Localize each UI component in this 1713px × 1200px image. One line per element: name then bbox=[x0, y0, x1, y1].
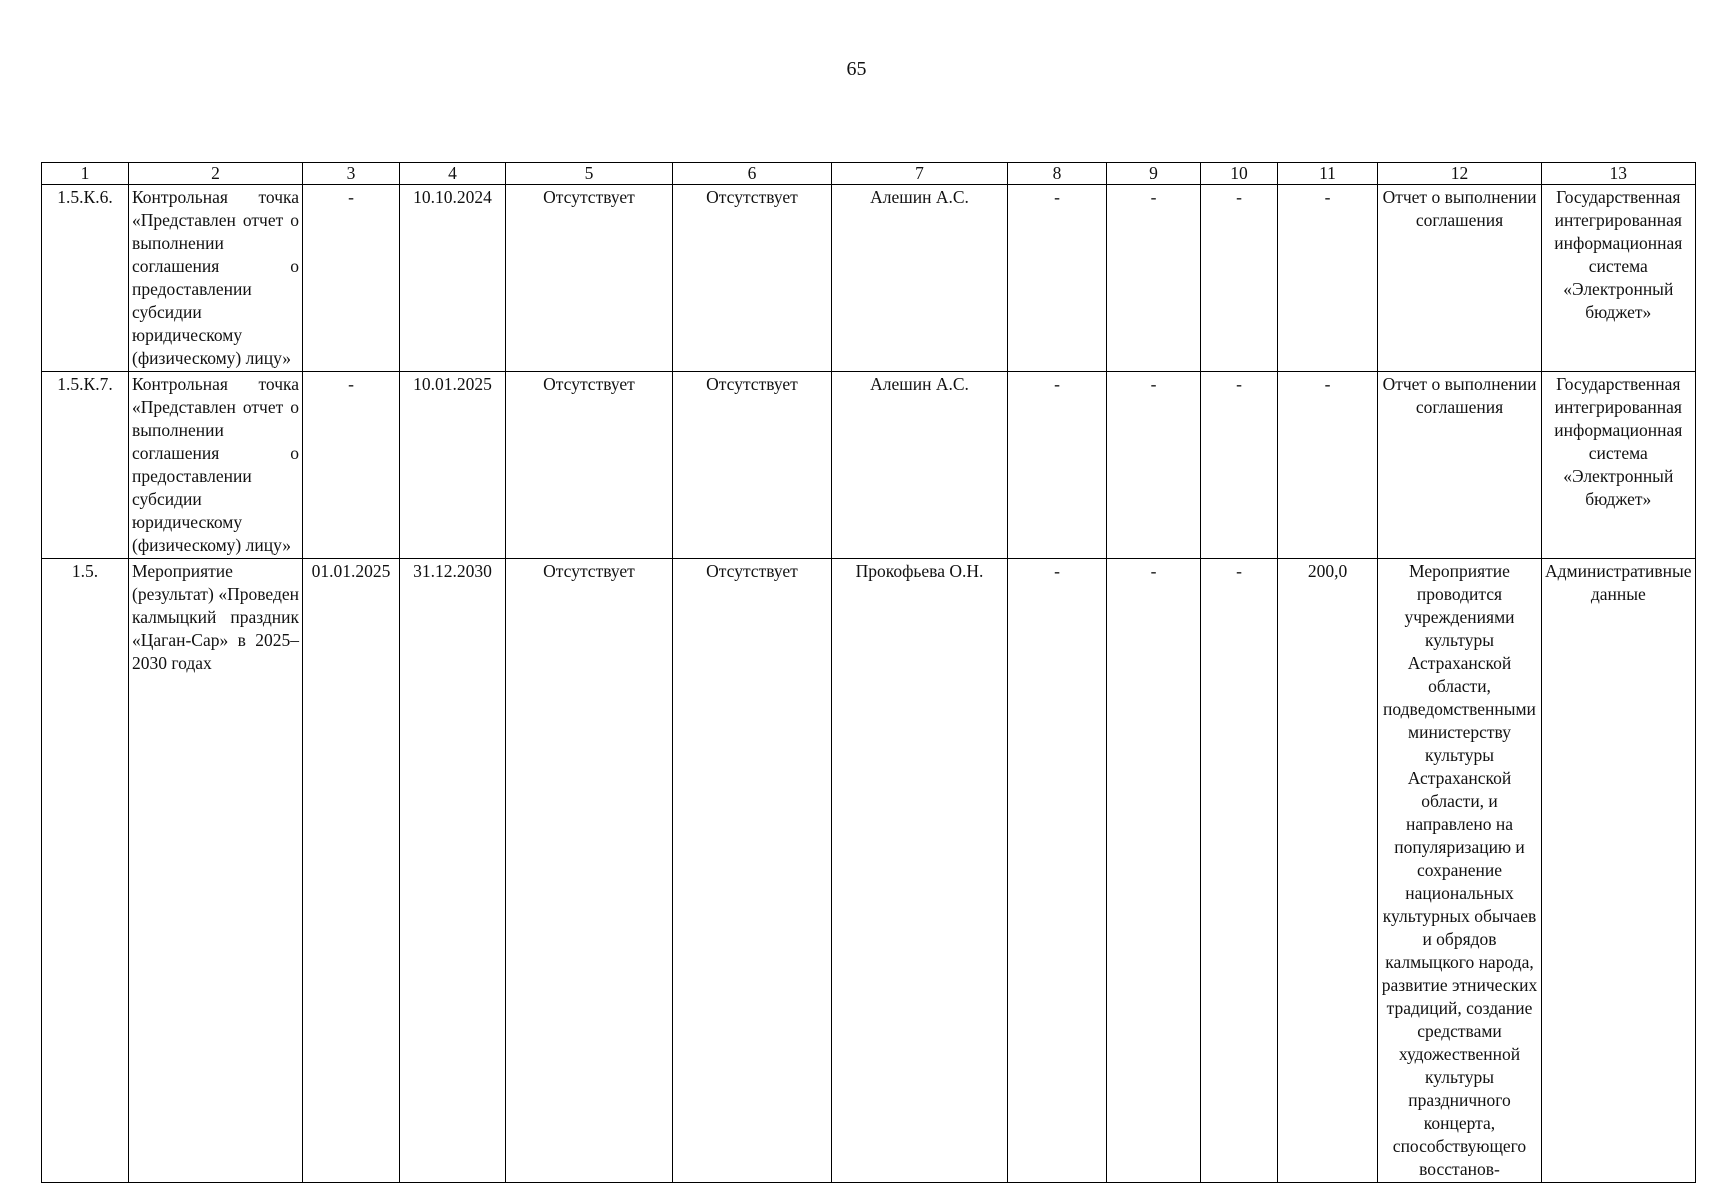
table-row bbox=[42, 559, 1696, 1183]
cell-col5: Отсутствует bbox=[506, 185, 673, 372]
cell-col8: - bbox=[1008, 185, 1107, 372]
cell-start-date: 01.01.2025 bbox=[303, 559, 400, 1183]
cell-source: Государственная интегрированная информационная система «Электронный бюджет» bbox=[1542, 185, 1696, 372]
cell-description: Мероприятие проводится учреждениями культуры Астраханской области, подведомственными министерству культуры Астраханской области, и направлено на популяризацию и сохранение национальных культурных обычаев и обрядов калмыцкого народа, развитие этнических традиций, создание средствами художественной культуры праздничного концерта, способствующего восстанов- bbox=[1378, 559, 1542, 1183]
cell-responsible: Прокофьева О.Н. bbox=[832, 559, 1008, 1183]
row-number: 1.5.К.6. bbox=[42, 185, 129, 372]
column-header: 5 bbox=[506, 163, 673, 185]
column-header: 12 bbox=[1378, 163, 1542, 185]
cell-end-date: 31.12.2030 bbox=[400, 559, 506, 1183]
cell-col8: - bbox=[1008, 372, 1107, 559]
cell-source: Административные данные bbox=[1542, 559, 1696, 1183]
activities-table bbox=[41, 162, 1696, 1183]
column-header: 1 bbox=[42, 163, 129, 185]
column-header: 8 bbox=[1008, 163, 1107, 185]
row-title: Контрольная точка «Представлен отчет о выполнении соглашения о предоставлении субсидии юридическому (физическому) лицу» bbox=[129, 372, 303, 559]
cell-col10: - bbox=[1201, 559, 1278, 1183]
row-title: Контрольная точка «Представлен отчет о выполнении соглашения о предоставлении субсидии юридическому (физическому) лицу» bbox=[129, 185, 303, 372]
cell-responsible: Алешин А.С. bbox=[832, 372, 1008, 559]
row-number: 1.5. bbox=[42, 559, 129, 1183]
cell-col8: - bbox=[1008, 559, 1107, 1183]
cell-col9: - bbox=[1107, 559, 1201, 1183]
column-header: 10 bbox=[1201, 163, 1278, 185]
cell-end-date: 10.10.2024 bbox=[400, 185, 506, 372]
cell-col5: Отсутствует bbox=[506, 559, 673, 1183]
cell-col6: Отсутствует bbox=[673, 372, 832, 559]
column-header: 13 bbox=[1542, 163, 1696, 185]
column-header: 6 bbox=[673, 163, 832, 185]
cell-col10: - bbox=[1201, 372, 1278, 559]
row-title: Мероприятие (результат) «Проведен калмыцкий праздник «Цаган-Сар» в 2025–2030 годах bbox=[129, 559, 303, 1183]
cell-col5: Отсутствует bbox=[506, 372, 673, 559]
column-header: 4 bbox=[400, 163, 506, 185]
cell-col9: - bbox=[1107, 185, 1201, 372]
cell-description: Отчет о выполнении соглашения bbox=[1378, 185, 1542, 372]
cell-end-date: 10.01.2025 bbox=[400, 372, 506, 559]
cell-budget: 200,0 bbox=[1278, 559, 1378, 1183]
column-header: 9 bbox=[1107, 163, 1201, 185]
cell-col6: Отсутствует bbox=[673, 559, 832, 1183]
table-row bbox=[42, 372, 1696, 559]
cell-description: Отчет о выполнении соглашения bbox=[1378, 372, 1542, 559]
table-row bbox=[42, 185, 1696, 372]
row-number: 1.5.К.7. bbox=[42, 372, 129, 559]
cell-col11: - bbox=[1278, 185, 1378, 372]
cell-col10: - bbox=[1201, 185, 1278, 372]
cell-col9: - bbox=[1107, 372, 1201, 559]
cell-source: Государственная интегрированная информационная система «Электронный бюджет» bbox=[1542, 372, 1696, 559]
cell-col6: Отсутствует bbox=[673, 185, 832, 372]
column-header: 11 bbox=[1278, 163, 1378, 185]
cell-col11: - bbox=[1278, 372, 1378, 559]
column-header: 7 bbox=[832, 163, 1008, 185]
column-header: 3 bbox=[303, 163, 400, 185]
cell-start-date: - bbox=[303, 185, 400, 372]
cell-responsible: Алешин А.С. bbox=[832, 185, 1008, 372]
column-header: 2 bbox=[129, 163, 303, 185]
cell-start-date: - bbox=[303, 372, 400, 559]
page-number: 65 bbox=[846, 58, 867, 80]
column-numbers-row bbox=[42, 163, 1696, 185]
